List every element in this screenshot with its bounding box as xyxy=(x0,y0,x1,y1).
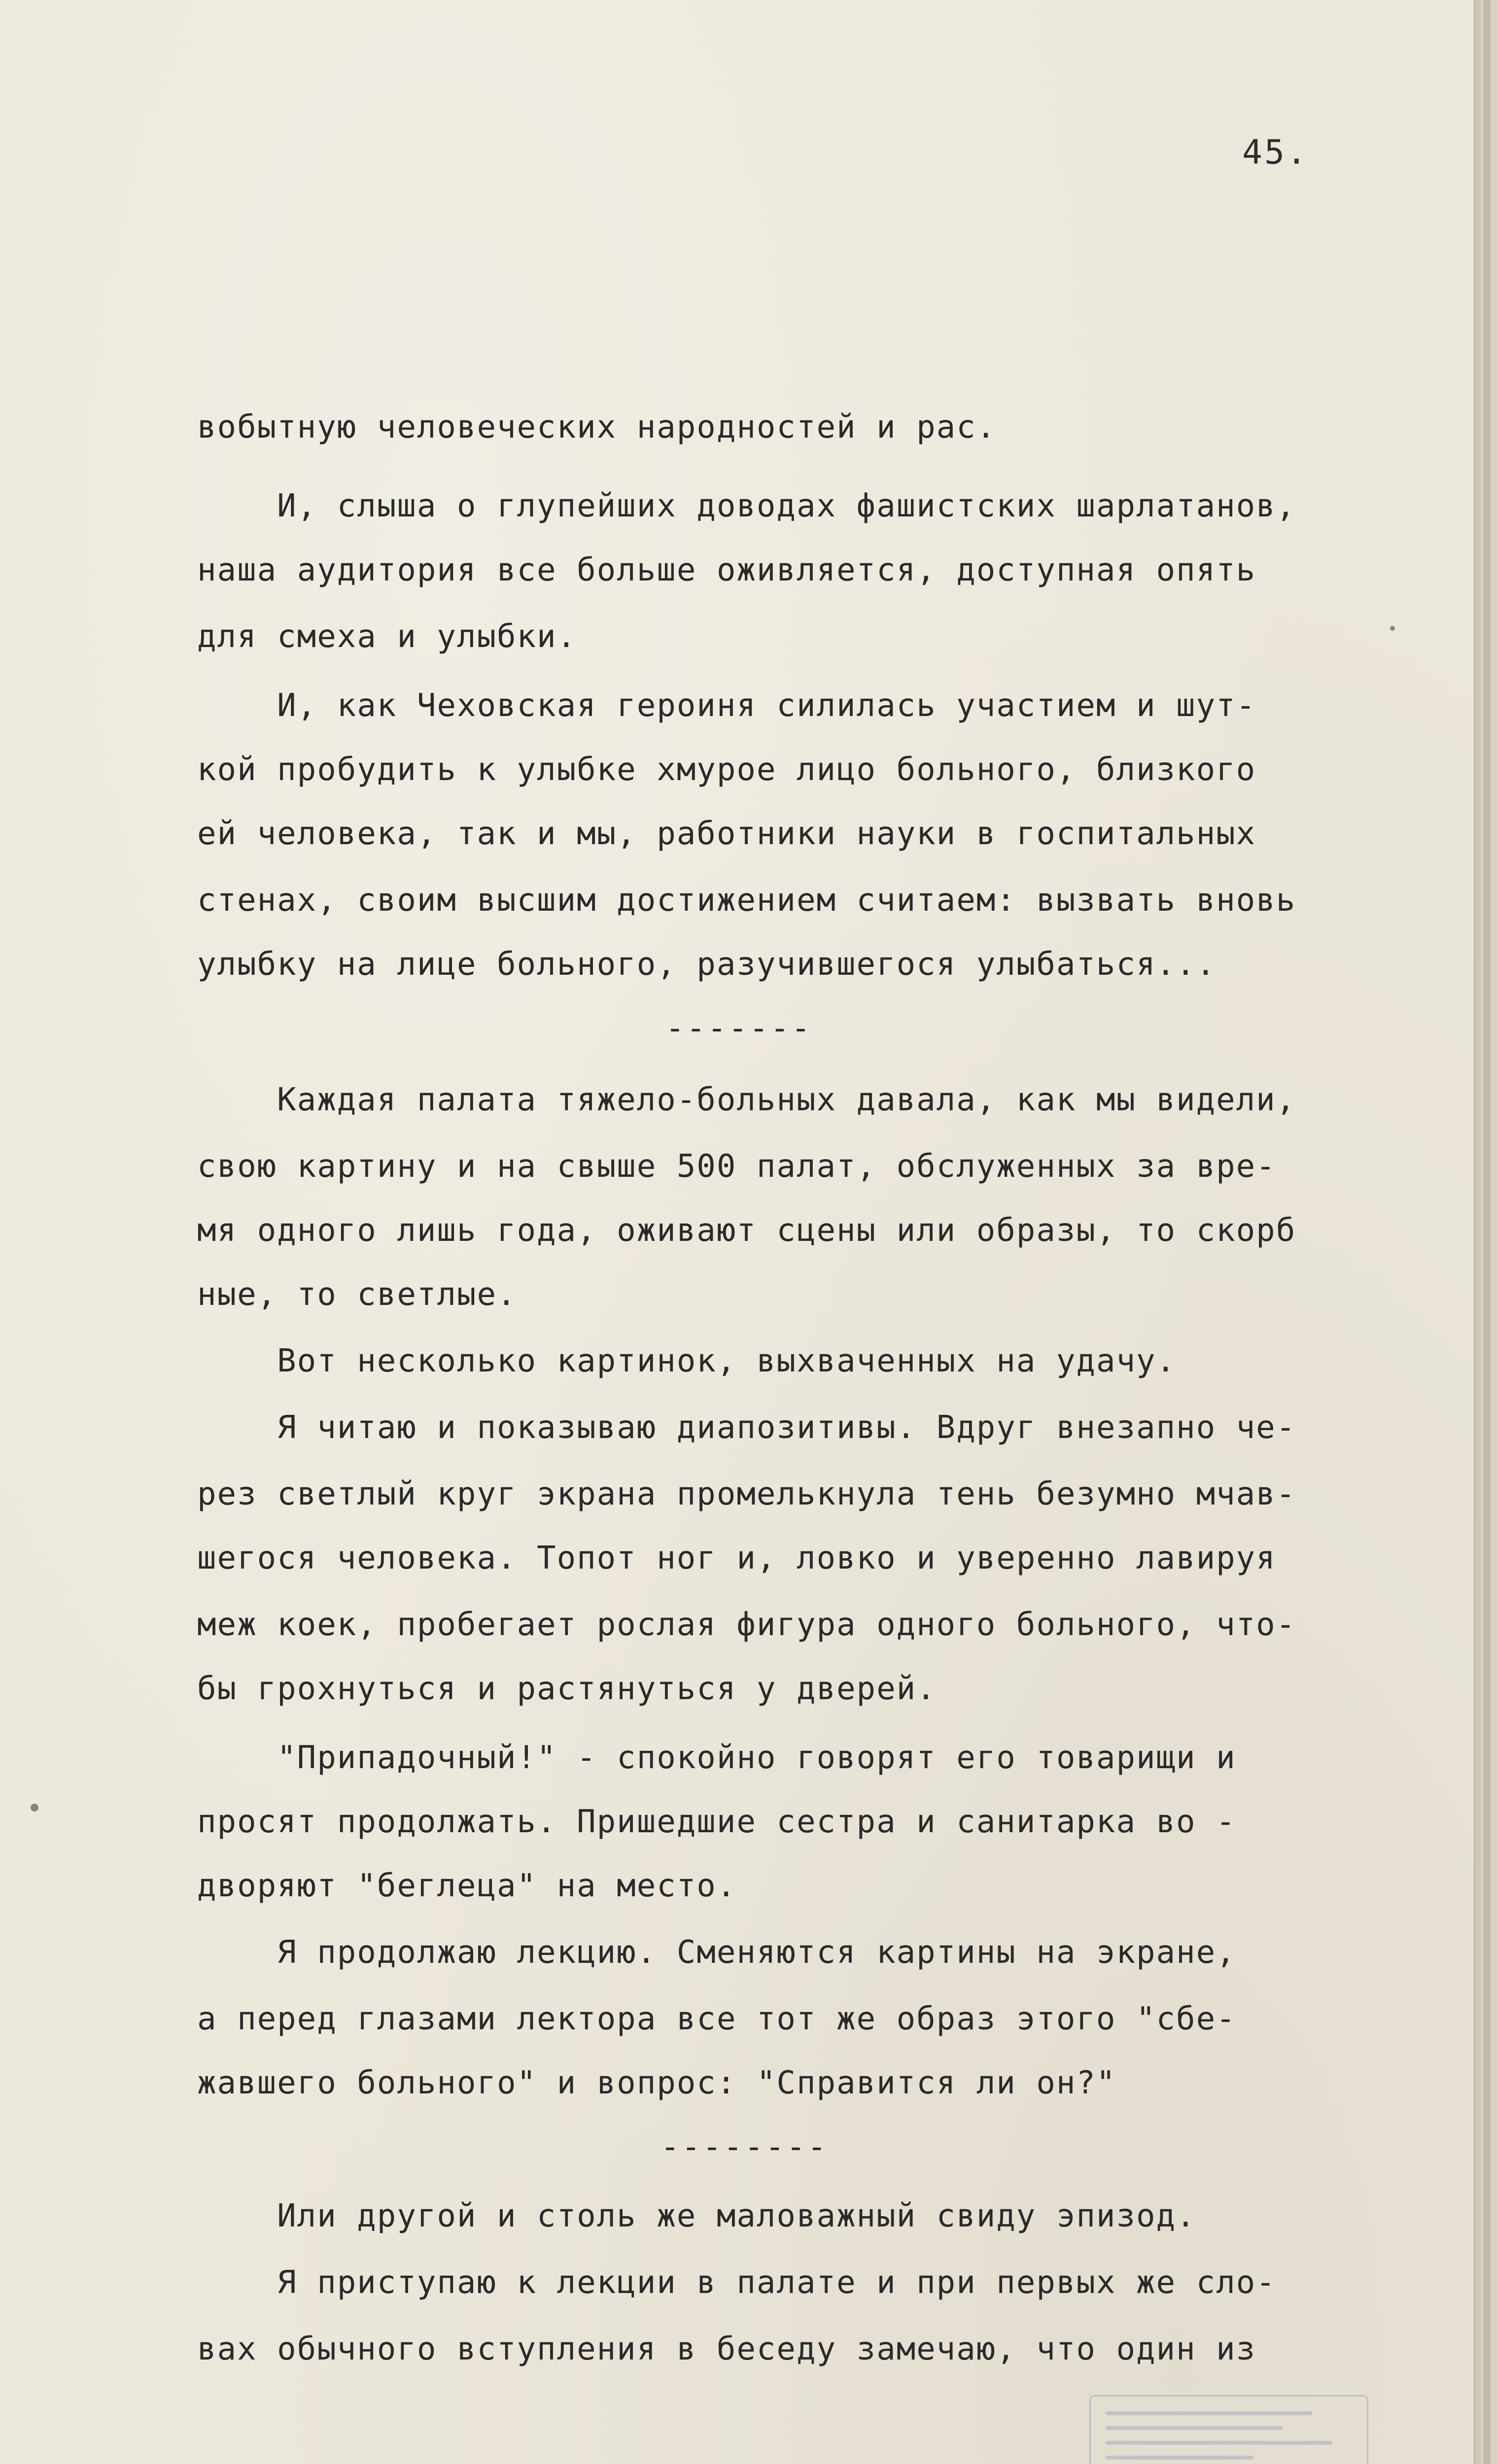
text-line: для смеха и улыбки. xyxy=(197,618,577,655)
text-line: И, слыша о глупейших доводах фашистских шарлатанов, xyxy=(197,488,1296,524)
text-line: вах обычного вступления в беседу замечаю, что один из xyxy=(197,2331,1256,2367)
paper-mark xyxy=(31,1804,38,1812)
text-line: а перед глазами лектора все тот же образ этого "сбе- xyxy=(197,2001,1236,2037)
text-line: Или другой и столь же маловажный свиду эпизод. xyxy=(197,2198,1196,2234)
text-line: И, как Чеховская героиня силилась участием и шут- xyxy=(197,687,1256,724)
archive-stamp xyxy=(1089,2395,1368,2464)
text-line: жавшего больного" и вопрос: "Справится ли он?" xyxy=(197,2065,1116,2101)
text-line: шегося человека. Топот ног и, ловко и уверенно лавируя xyxy=(197,1540,1276,1576)
text-line: мя одного лишь года, оживают сцены или образы, то скорб xyxy=(197,1212,1296,1249)
text-line: Я читаю и показываю диапозитивы. Вдруг внезапно че- xyxy=(197,1409,1296,1446)
page-number: 45. xyxy=(1242,133,1309,172)
text-line: Я продолжаю лекцию. Сменяются картины на экране, xyxy=(197,1934,1236,1971)
text-line: рез светлый круг экрана промелькнула тень безумно мчав- xyxy=(197,1476,1296,1512)
section-separator: -------- xyxy=(661,2129,829,2165)
text-line: кой пробудить к улыбке хмурое лицо больного, близкого xyxy=(197,752,1256,788)
text-line: ей человека, так и мы, работники науки в госпитальных xyxy=(197,816,1256,852)
section-separator: ------- xyxy=(665,1010,812,1047)
text-line: наша аудитория все больше оживляется, доступная опять xyxy=(197,552,1256,588)
text-line: ные, то светлые. xyxy=(197,1276,517,1313)
text-line: просят продолжать. Пришедшие сестра и санитарка во - xyxy=(197,1804,1236,1840)
text-line: улыбку на лице больного, разучившегося улыбаться... xyxy=(197,946,1217,983)
text-line: Я приступаю к лекции в палате и при первых же сло- xyxy=(197,2264,1276,2301)
page-edge xyxy=(1484,0,1491,2464)
text-line: стенах, своим высшим достижением считаем: вызвать вновь xyxy=(197,882,1296,919)
text-line: бы грохнуться и растянуться у дверей. xyxy=(197,1671,937,1707)
paper-mark xyxy=(1390,626,1395,631)
page-edge xyxy=(1474,0,1481,2464)
text-line: свою картину и на свыше 500 палат, обслуженных за вре- xyxy=(197,1148,1276,1185)
text-line: Вот несколько картинок, выхваченных на удачу. xyxy=(197,1343,1177,1379)
text-line: Каждая палата тяжело-больных давала, как мы видели, xyxy=(197,1082,1296,1118)
text-line: дворяют "беглеца" на место. xyxy=(197,1868,737,1904)
text-line: "Припадочный!" - спокойно говорят его товарищи и xyxy=(197,1740,1236,1776)
text-line: меж коек, пробегает рослая фигура одного больного, что- xyxy=(197,1607,1296,1643)
text-line: вобытную человеческих народностей и рас. xyxy=(197,409,997,445)
